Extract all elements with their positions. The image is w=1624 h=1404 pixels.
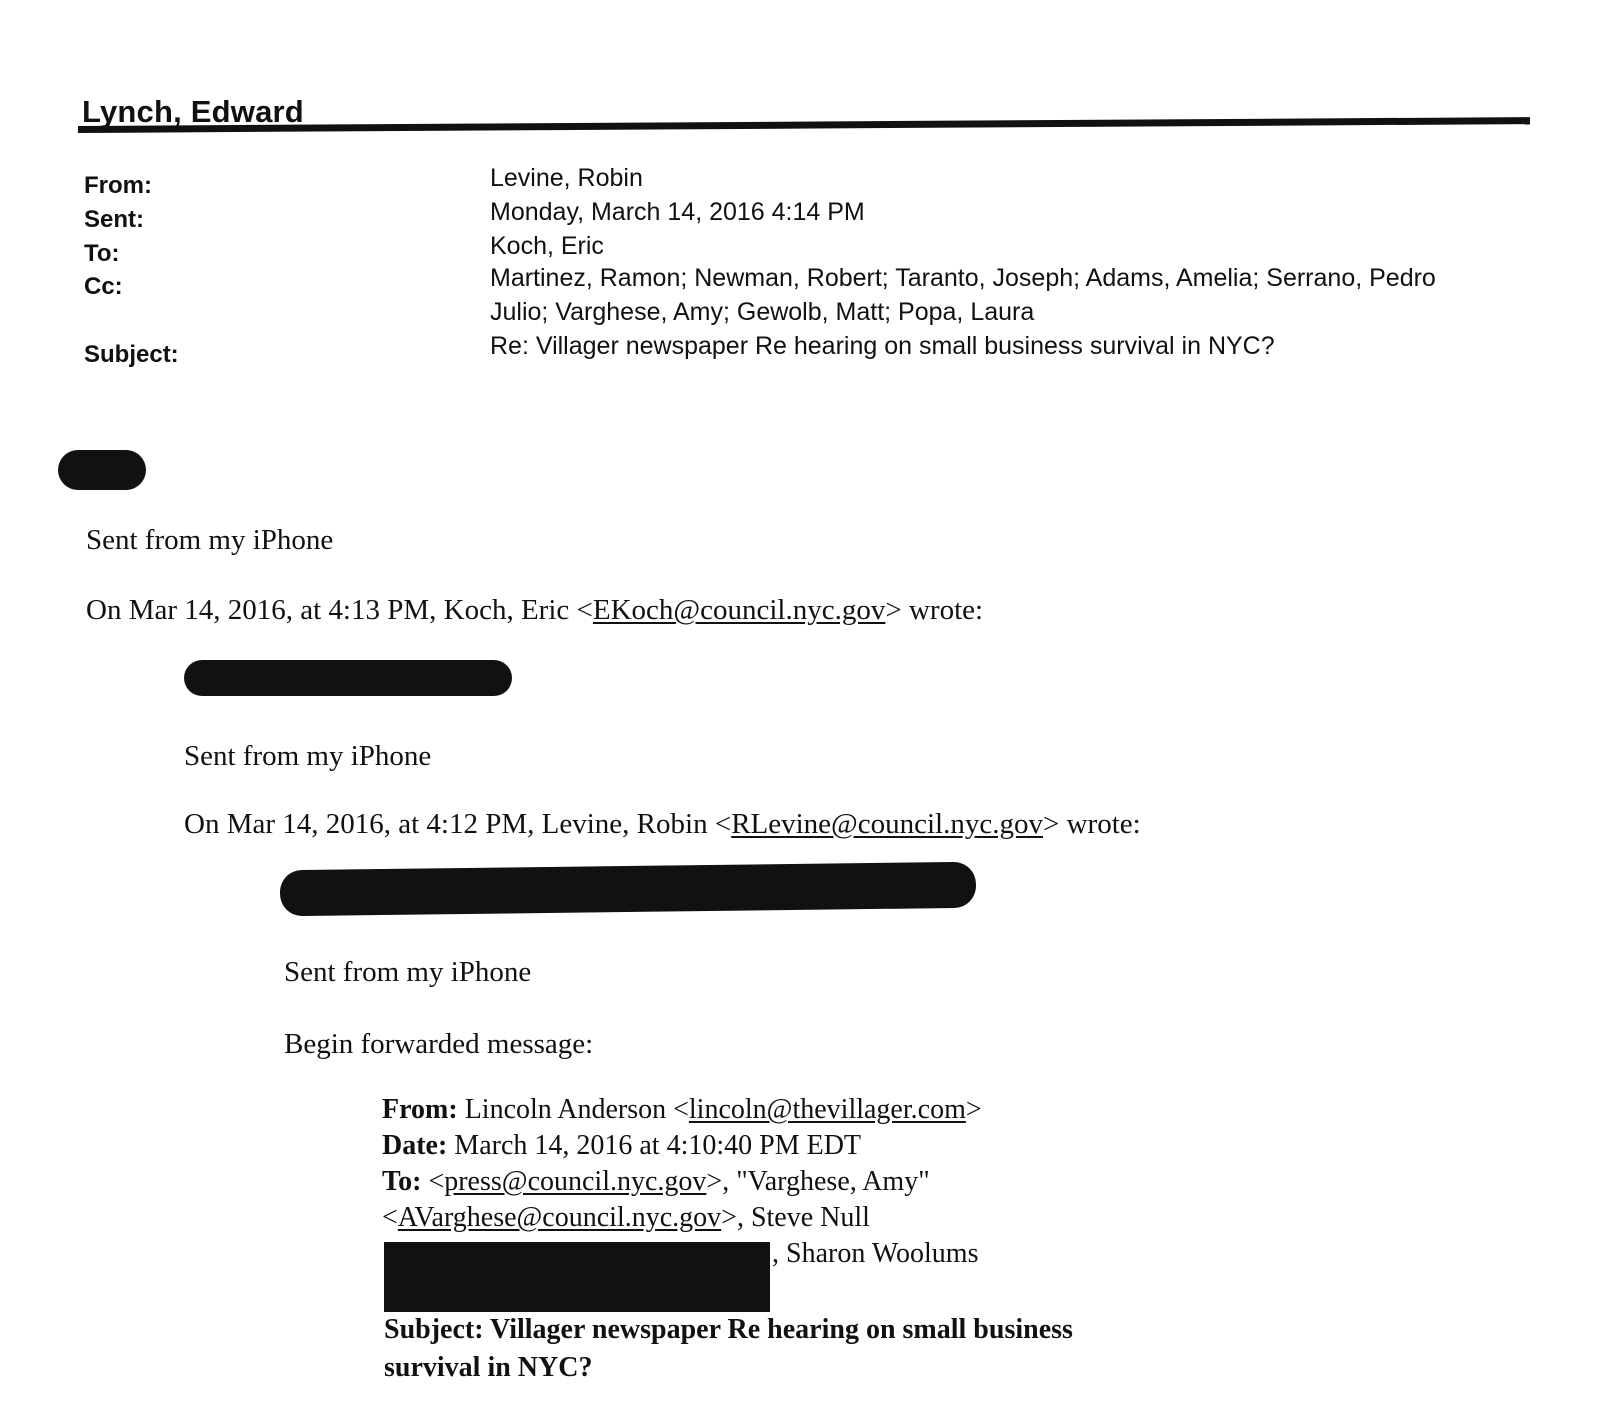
sent-from-iphone-2: Sent from my iPhone <box>184 740 432 772</box>
forwarded-subject-line-1 <box>384 1314 1073 1346</box>
forwarded-to-mid: >, "Varghese, Amy" <box>706 1166 930 1197</box>
forwarded-from-label: From: <box>382 1094 458 1125</box>
koch-email-link[interactable]: EKoch@council.nyc.gov <box>592 594 886 626</box>
forwarded-to-open: < <box>421 1166 445 1197</box>
forwarded-to-line-2 <box>382 1202 870 1234</box>
from-value: Levine, Robin <box>490 164 643 192</box>
varghese-email-link[interactable]: AVarghese@council.nyc.gov <box>397 1202 722 1233</box>
begin-forwarded-message: Begin forwarded message: <box>284 1028 594 1060</box>
sent-from-iphone-3: Sent from my iPhone <box>284 956 532 988</box>
forwarded-to-line-1 <box>382 1166 930 1198</box>
from-label: From: <box>84 172 152 199</box>
subject-label: Subject: <box>84 341 179 368</box>
redaction-block-3 <box>280 862 977 916</box>
redaction-block-1 <box>58 450 146 490</box>
forwarded-subject-line-2: survival in NYC? <box>384 1352 593 1383</box>
forwarded-to-line-3: , Sharon Woolums <box>772 1238 979 1269</box>
reply-header-koch-suffix: > wrote: <box>885 594 984 626</box>
to-label: To: <box>84 240 120 267</box>
to-value: Koch, Eric <box>490 232 604 260</box>
forwarded-from-close: > <box>965 1094 982 1125</box>
levine-email-link[interactable]: RLevine@council.nyc.gov <box>731 808 1043 840</box>
sent-from-iphone-1: Sent from my iPhone <box>86 524 334 556</box>
forwarded-from-email-link[interactable]: lincoln@thevillager.com <box>688 1094 966 1125</box>
reply-header-levine-suffix: > wrote: <box>1042 808 1141 840</box>
forwarded-date-line <box>382 1130 861 1162</box>
document-owner-name: Lynch, Edward <box>82 94 304 129</box>
sent-value: Monday, March 14, 2016 4:14 PM <box>490 198 865 226</box>
forwarded-to-label: To: <box>382 1166 422 1197</box>
forwarded-date-label: Date: <box>382 1130 448 1161</box>
cc-label: Cc: <box>84 273 123 300</box>
forwarded-to-open-2: < <box>382 1202 398 1233</box>
cc-value-line2: Julio; Varghese, Amy; Gewolb, Matt; Popa, Laura <box>490 298 1035 326</box>
redaction-block-2 <box>184 660 512 696</box>
sent-label: Sent: <box>84 206 144 233</box>
forwarded-subject-label: Subject: <box>384 1314 484 1345</box>
forwarded-from-name: Lincoln Anderson < <box>457 1094 689 1125</box>
press-email-link[interactable]: press@council.nyc.gov <box>444 1166 707 1197</box>
reply-header-levine <box>184 808 1141 841</box>
subject-value: Re: Villager newspaper Re hearing on small business survival in NYC? <box>490 332 1275 360</box>
reply-header-koch-prefix: On Mar 14, 2016, at 4:13 PM, Koch, Eric < <box>86 594 593 626</box>
forwarded-subject-text-1: Villager newspaper Re hearing on small business <box>483 1314 1073 1345</box>
redaction-block-4 <box>384 1242 770 1312</box>
cc-value-line1: Martinez, Ramon; Newman, Robert; Taranto, Joseph; Adams, Amelia; Serrano, Pedro <box>490 264 1436 292</box>
forwarded-to-after-2: >, Steve Null <box>721 1202 870 1233</box>
forwarded-from-line <box>382 1094 982 1126</box>
forwarded-date-value: March 14, 2016 at 4:10:40 PM EDT <box>447 1130 862 1161</box>
reply-header-levine-prefix: On Mar 14, 2016, at 4:12 PM, Levine, Robin < <box>184 808 732 840</box>
reply-header-koch <box>86 594 983 627</box>
